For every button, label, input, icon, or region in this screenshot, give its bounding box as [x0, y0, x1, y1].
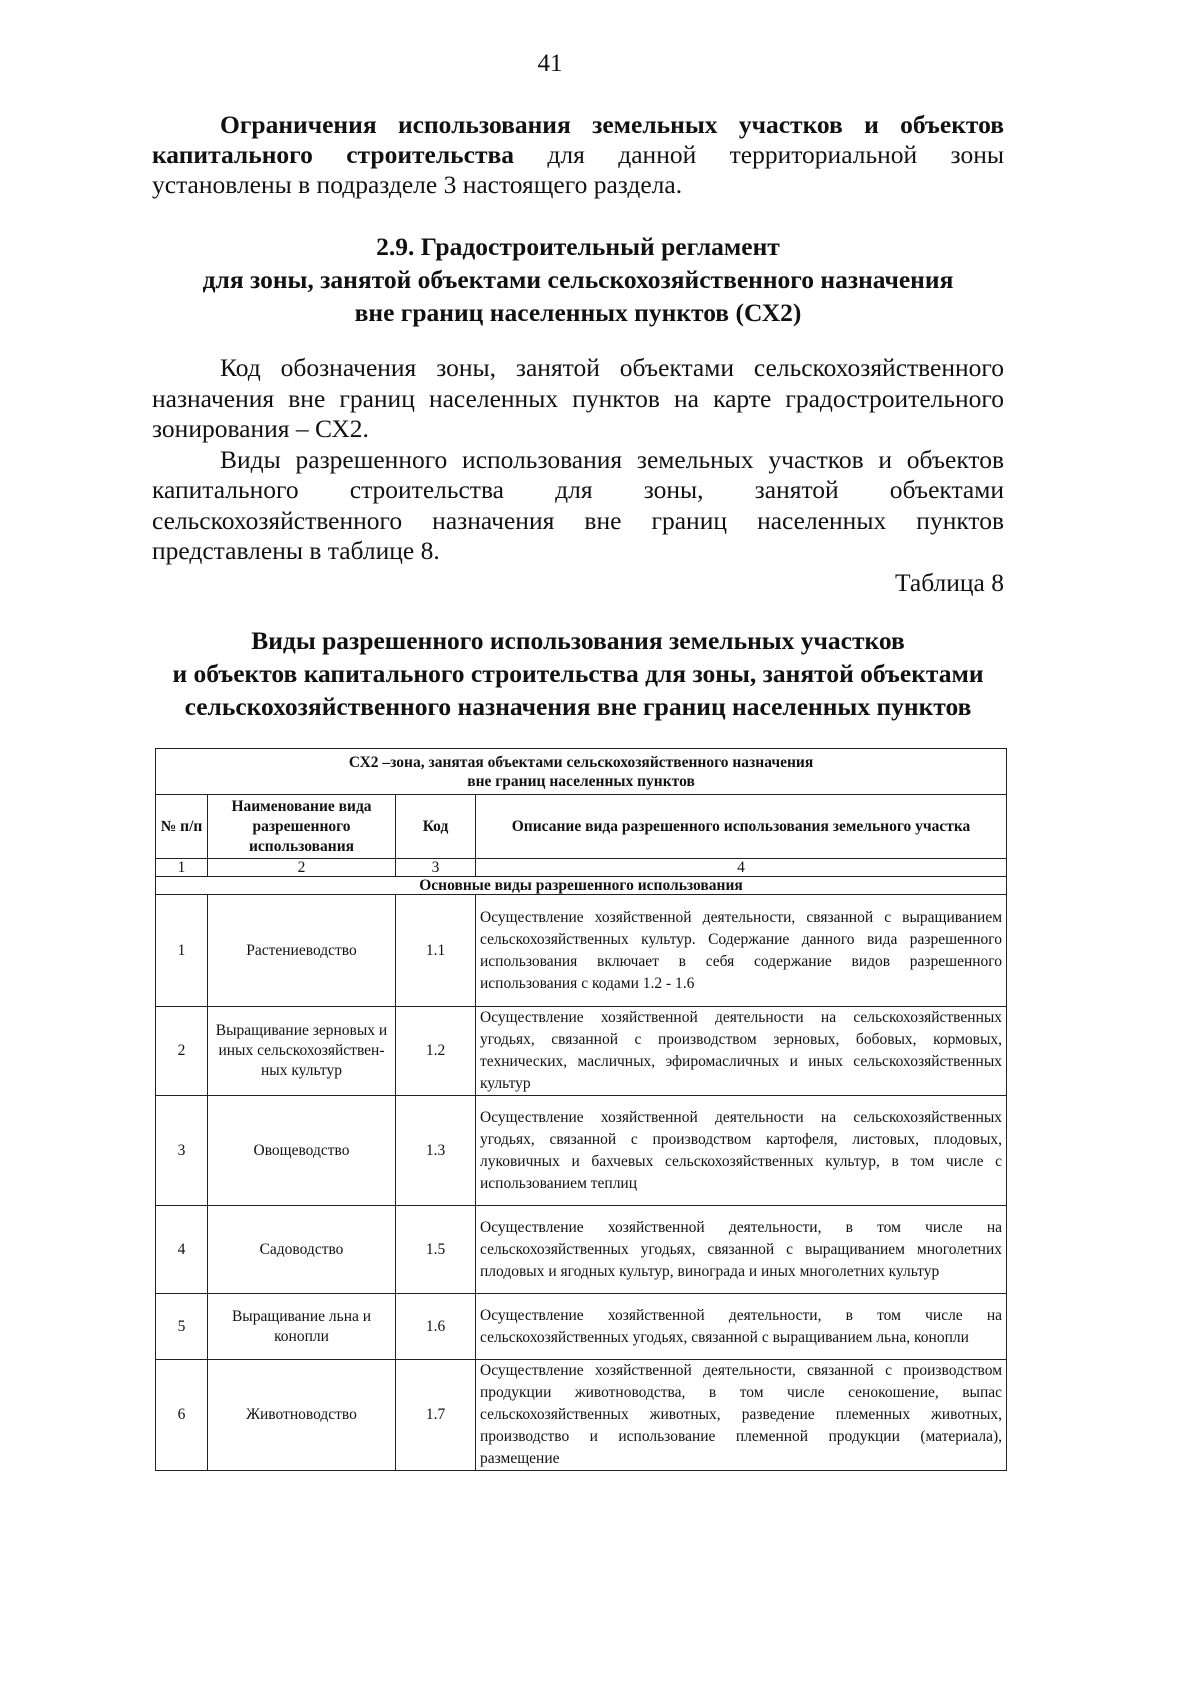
table-row: [156, 895, 1007, 1007]
section-row-main-uses: Основные виды разрешенного использования: [156, 877, 1007, 895]
row-num: 6: [156, 1360, 208, 1471]
section-heading-line: вне границ населенных пунктов (СХ2): [354, 298, 802, 327]
table-row: [156, 1206, 1007, 1294]
row-num: 3: [156, 1096, 208, 1206]
row-num: 5: [156, 1294, 208, 1360]
column-number: 3: [396, 859, 476, 877]
row-code: 1.2: [396, 1007, 476, 1096]
section-heading: [152, 230, 1004, 329]
column-header-num: № п/п: [156, 795, 208, 859]
row-code: 1.6: [396, 1294, 476, 1360]
row-name: Выращивание льна и конопли: [208, 1294, 396, 1360]
zone-header-line: вне границ населенных пунктов: [467, 772, 695, 790]
row-description: Осуществление хозяйственной деятельности на сельскохозяйственных угодьях, связанной с производством зерновых, бобовых, кормовых, технических, масличных, эфиромасличных и иных сельскохозяйственных культур: [476, 1007, 1007, 1096]
paragraph-zone-code: Код обозначения зоны, занятой объектами сельскохозяйственного назначения вне границ населенных пунктов на карте градостроительного зонирования – СХ2.: [152, 353, 1004, 443]
intro-paragraph: [152, 110, 1004, 200]
table-row: [156, 1007, 1007, 1096]
table-row: [156, 1360, 1007, 1471]
body-text: [152, 353, 1004, 567]
table-title-line: Виды разрешенного использования земельных участков: [251, 626, 905, 655]
row-num: 2: [156, 1007, 208, 1096]
intro-bold-text: Ограничения использования земельных участков и объектов капитального строительства: [152, 110, 1004, 169]
column-number: 2: [208, 859, 396, 877]
column-number: 1: [156, 859, 208, 877]
table-title-line: сельскохозяйственного назначения вне границ населенных пунктов: [184, 692, 972, 721]
column-header-description: Описание вида разрешенного использования земельного участка: [476, 795, 1007, 859]
row-description: Осуществление хозяйственной деятельности, связанной с производством продукции животноводства, в том числе сенокошение, выпас сельскохозяйственных животных, разведение племенных животных, производство и использование племенной продукции (материала), размещение: [476, 1360, 1007, 1471]
row-description: Осуществление хозяйственной деятельности, в том числе на сельскохозяйственных угодьях, связанной с выращиванием льна, конопли: [476, 1294, 1007, 1360]
row-description: Осуществление хозяйственной деятельности на сельскохозяйственных угодьях, связанной с производством картофеля, листовых, плодовых, луковичных и бахчевых сельскохозяйственных культур, в том числе с использованием теплиц: [476, 1096, 1007, 1206]
row-name: Овощеводство: [208, 1096, 396, 1206]
intro-rest-text: для данной территориальной зоны установлены в подразделе 3 настоящего раздела.: [152, 140, 1004, 199]
section-heading-line: 2.9. Градостроительный регламент: [376, 232, 780, 261]
table-row: [156, 1294, 1007, 1360]
row-name: Выращивание зерновых и иных сельскохозяйствен-ных культур: [208, 1007, 396, 1096]
row-code: 1.7: [396, 1360, 476, 1471]
row-description: Осуществление хозяйственной деятельности, в том числе на сельскохозяйственных угодьях, связанной с выращиванием многолетних плодовых и ягодных культур, винограда и иных многолетних культур: [476, 1206, 1007, 1294]
paragraph-usage-types: Виды разрешенного использования земельных участков и объектов капитального строительства для зоны, занятой объектами сельскохозяйственного назначения вне границ населенных пунктов представлены в таблице 8.: [152, 444, 1004, 565]
row-code: 1.5: [396, 1206, 476, 1294]
row-num: 1: [156, 895, 208, 1007]
page-number: 41: [537, 50, 563, 77]
row-num: 4: [156, 1206, 208, 1294]
row-name: Животноводство: [208, 1360, 396, 1471]
row-name: Садоводство: [208, 1206, 396, 1294]
column-header-code: Код: [396, 795, 476, 859]
row-code: 1.3: [396, 1096, 476, 1206]
zone-header-line: СХ2 –зона, занятая объектами сельскохозяйственного назначения: [348, 753, 814, 771]
column-header-name: Наименование вида разрешенного использования: [208, 795, 396, 859]
column-number: 4: [476, 859, 1007, 877]
row-description: Осуществление хозяйственной деятельности, связанной с выращиванием сельскохозяйственных культур. Содержание данного вида разрешенного использования включает в себя содержание видов разрешенного использования с кодами 1.2 - 1.6: [476, 895, 1007, 1007]
table-row: [156, 1096, 1007, 1206]
table-title-line: и объектов капитального строительства для зоны, занятой объектами: [172, 659, 984, 688]
row-code: 1.1: [396, 895, 476, 1007]
row-name: Растениеводство: [208, 895, 396, 1007]
table-reference: Таблица 8: [894, 568, 1004, 597]
table-title: [150, 624, 1006, 723]
usage-types-table: [155, 748, 1007, 1471]
zone-header-cell: [156, 749, 1007, 795]
section-heading-line: для зоны, занятой объектами сельскохозяйственного назначения: [202, 265, 954, 294]
